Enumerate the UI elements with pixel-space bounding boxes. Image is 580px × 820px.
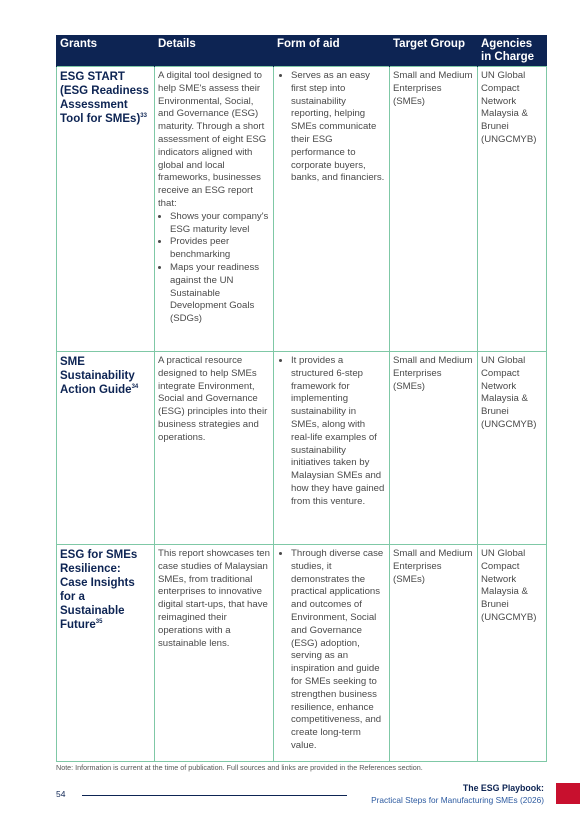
details-cell <box>155 67 274 352</box>
target-group-cell: Small and Medium Enterprises (SMEs) <box>390 352 478 545</box>
grant-name: SME Sustainability Action Guide <box>60 356 135 396</box>
header-grants: Grants <box>57 35 155 67</box>
details-text: A digital tool designed to help SME's assess their Environmental, Social, and Governance (ESG) maturity. Through a short assessment of eight ESG indicators aligned with global and local frameworks, businesses receive an ESG report that: <box>158 70 267 209</box>
details-bullet: • Provides peer benchmarking <box>170 236 270 262</box>
form-of-aid-list <box>277 70 386 185</box>
form-of-aid-cell <box>274 352 390 545</box>
details-bullet-list <box>158 211 270 326</box>
footnote-note: Note: Information is current at the time of publication. Full sources and links are provided in the References section. <box>56 763 423 772</box>
form-of-aid-list <box>277 355 386 509</box>
table-header-row <box>57 35 547 67</box>
grant-name-cell <box>57 545 155 762</box>
header-agencies: Agencies in Charge <box>478 35 547 67</box>
form-of-aid-list <box>277 548 386 753</box>
details-cell <box>155 545 274 762</box>
header-details: Details <box>155 35 274 67</box>
table-row <box>57 545 547 762</box>
details-text: This report showcases ten case studies of Malaysian SMEs, from traditional enterprises to innovative digital start-ups, that have reimagined their operations with a sustainable lens. <box>158 548 270 649</box>
grant-name: ESG for SMEs Resilience: Case Insights for a Sustainable Future <box>60 549 138 631</box>
footer-subtitle: Practical Steps for Manufacturing SMEs (2026) <box>371 795 544 805</box>
details-bullet: • Shows your company's ESG maturity level <box>170 211 270 237</box>
footer-divider <box>82 795 347 796</box>
page-number: 54 <box>56 789 66 799</box>
form-of-aid-cell <box>274 545 390 762</box>
grant-name-cell <box>57 352 155 545</box>
details-bullet: • Maps your readiness against the UN Sustainable Development Goals (SDGs) <box>170 262 270 326</box>
footnote-ref: 33 <box>140 113 147 120</box>
details-cell <box>155 352 274 545</box>
header-form-of-aid: Form of aid <box>274 35 390 67</box>
target-group-cell: Small and Medium Enterprises (SMEs) <box>390 545 478 762</box>
agency-cell: UN Global Compact Network Malaysia & Brunei (UNGCMYB) <box>478 67 547 352</box>
form-of-aid-cell <box>274 67 390 352</box>
target-group-cell: Small and Medium Enterprises (SMEs) <box>390 67 478 352</box>
form-of-aid-bullet: • Serves as an easy first step into sustainability reporting, helping SMEs communicate their ESG performance to corporate buyers, banks, and financiers. <box>291 70 386 185</box>
grants-table <box>56 35 547 762</box>
footnote-ref: 34 <box>131 384 139 391</box>
grant-name-cell <box>57 67 155 352</box>
table-row <box>57 67 547 352</box>
agency-cell: UN Global Compact Network Malaysia & Brunei (UNGCMYB) <box>478 352 547 545</box>
corner-accent-block <box>556 783 580 804</box>
footer-title: The ESG Playbook: <box>462 783 544 793</box>
details-text: A practical resource designed to help SMEs integrate Environment, Social and Governance (ESG) principles into their business strategies and operations. <box>158 355 268 443</box>
table-row <box>57 352 547 545</box>
form-of-aid-bullet: • Through diverse case studies, it demonstrates the practical applications and outcomes of Environment, Social and Governance (ESG) adoption, serving as an inspiration and guide for SMEs seeking to strengthen business resilience, enhance competitiveness, and create long-term value. <box>291 548 386 753</box>
footnote-ref: 35 <box>95 619 103 626</box>
form-of-aid-bullet: • It provides a structured 6-step framework for implementing sustainability in SMEs, along with real-life examples of sustainability initiatives taken by Malaysian SMEs and how they have gained from this venture. <box>291 355 386 509</box>
grant-name: ESG START (ESG Readiness Assessment Tool for SMEs) <box>60 71 149 125</box>
agency-cell: UN Global Compact Network Malaysia & Brunei (UNGCMYB) <box>478 545 547 762</box>
header-target-group: Target Group <box>390 35 478 67</box>
